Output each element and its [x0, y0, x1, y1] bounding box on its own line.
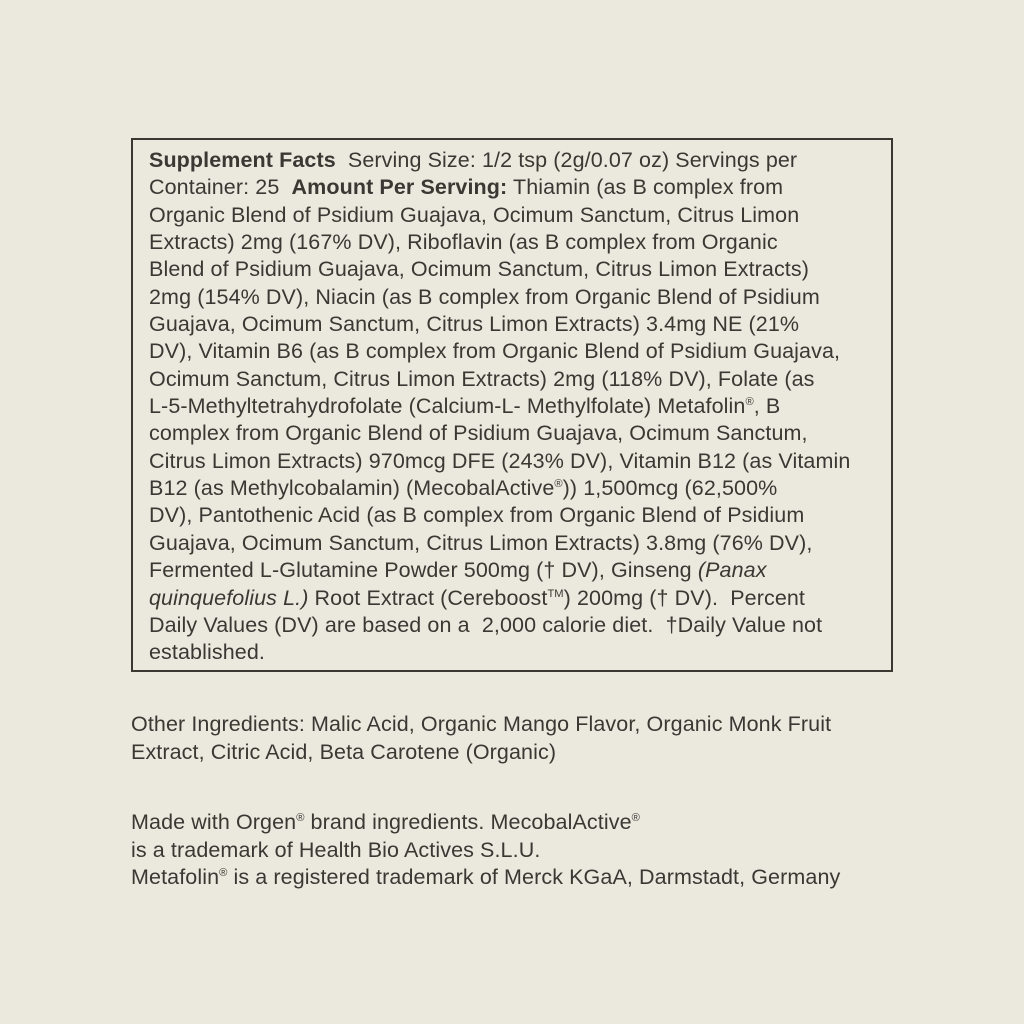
- text-line: complex from Organic Blend of Psidium Guajava, Ocimum Sanctum,: [149, 421, 808, 446]
- text-line: Daily Values (DV) are based on a 2,000 calorie diet. †Daily Value not: [149, 612, 823, 637]
- text-line: Metafolin® is a registered trademark of Merck KGaA, Darmstadt, Germany: [131, 865, 841, 889]
- text-line: B12 (as Methylcobalamin) (MecobalActive®)) 1,500mcg (62,500%: [149, 476, 778, 501]
- text-line: Extract, Citric Acid, Beta Carotene (Organic): [131, 740, 557, 764]
- supplement-facts-box: [131, 138, 893, 672]
- text-line: Blend of Psidium Guajava, Ocimum Sanctum, Citrus Limon Extracts): [149, 257, 809, 282]
- text-line: Fermented L-Glutamine Powder 500mg († DV), Ginseng (Panax: [149, 558, 767, 583]
- other-ingredients-section: [131, 710, 831, 766]
- text-line: Supplement Facts Serving Size: 1/2 tsp (2g/0.07 oz) Servings per: [149, 148, 798, 172]
- text-line: quinquefolius L.) Root Extract (Cereboost™) 200mg († DV). Percent: [149, 585, 806, 610]
- text-line: Extracts) 2mg (167% DV), Riboflavin (as B complex from Organic: [149, 230, 778, 255]
- text-line: Guajava, Ocimum Sanctum, Citrus Limon Extracts) 3.4mg NE (21%: [149, 312, 800, 337]
- text-line: Container: 25 Amount Per Serving: Thiamin (as B complex from: [149, 175, 784, 200]
- text-line: Other Ingredients: Malic Acid, Organic Mango Flavor, Organic Monk Fruit: [131, 712, 832, 736]
- text-line: Guajava, Ocimum Sanctum, Citrus Limon Extracts) 3.8mg (76% DV),: [149, 530, 813, 555]
- trademark-footer-section: [131, 809, 840, 892]
- text-line: Organic Blend of Psidium Guajava, Ocimum Sanctum, Citrus Limon: [149, 202, 800, 227]
- text-line: 2mg (154% DV), Niacin (as B complex from Organic Blend of Psidium: [149, 284, 820, 309]
- text-line: DV), Vitamin B6 (as B complex from Organic Blend of Psidium Guajava,: [149, 339, 841, 364]
- text-line: DV), Pantothenic Acid (as B complex from Organic Blend of Psidium: [149, 503, 805, 528]
- text-line: L-5-Methyltetrahydrofolate (Calcium-L- Methylfolate) Metafolin®, B: [149, 394, 781, 419]
- supplement-facts-text: [149, 147, 877, 667]
- text-line: Made with Orgen® brand ingredients. MecobalActive®: [131, 810, 640, 834]
- text-line: established.: [149, 640, 265, 665]
- text-line: Citrus Limon Extracts) 970mcg DFE (243% DV), Vitamin B12 (as Vitamin: [149, 448, 851, 473]
- text-line: is a trademark of Health Bio Actives S.L.U.: [131, 837, 541, 862]
- text-line: Ocimum Sanctum, Citrus Limon Extracts) 2mg (118% DV), Folate (as: [149, 366, 815, 391]
